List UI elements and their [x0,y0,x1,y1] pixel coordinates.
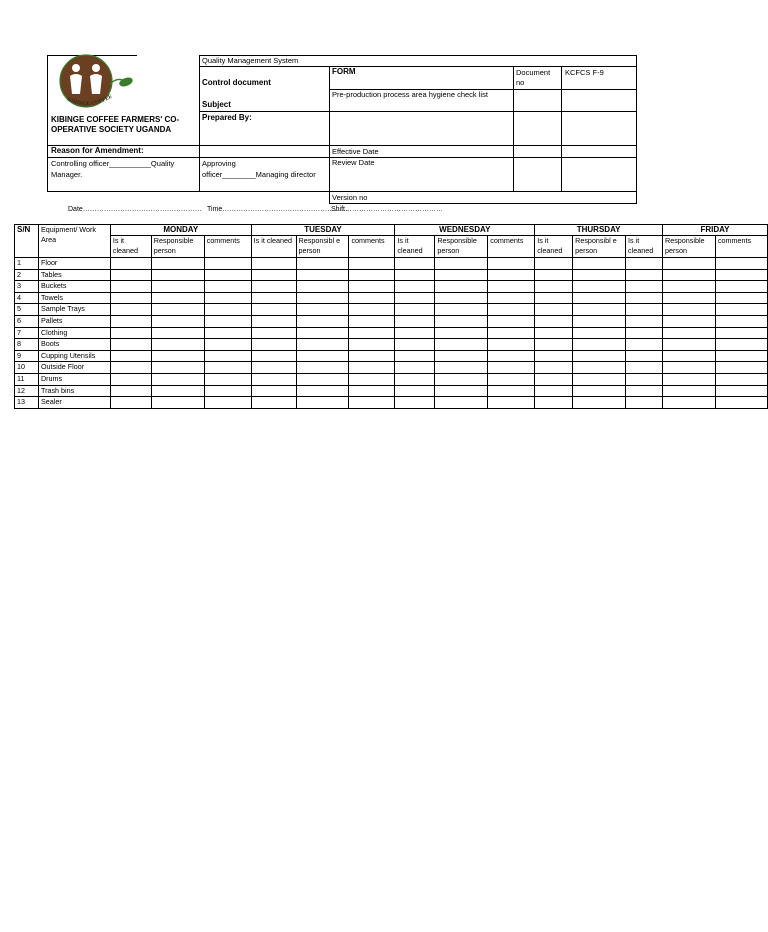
entry-cell[interactable] [573,350,626,362]
entry-cell[interactable] [626,373,663,385]
row-equipment: Drums [38,373,110,385]
entry-cell[interactable] [204,281,251,293]
entry-cell[interactable] [296,281,349,293]
entry-cell[interactable] [488,373,535,385]
entry-cell[interactable] [435,373,488,385]
entry-cell[interactable] [395,281,435,293]
entry-cell[interactable] [110,258,151,270]
entry-cell[interactable] [204,362,251,374]
entry-cell[interactable] [626,397,663,409]
subheader-wednesday-0: Is it cleaned [395,236,435,258]
entry-cell[interactable] [626,350,663,362]
entry-cell[interactable] [204,397,251,409]
entry-cell[interactable] [204,258,251,270]
entry-cell[interactable] [573,304,626,316]
equipment-header: Equipment/ Work Area [38,225,110,258]
date-field[interactable]: Date…………………………………………… [68,206,202,213]
entry-cell[interactable] [715,397,767,409]
entry-cell[interactable] [435,315,488,327]
entry-cell[interactable] [573,281,626,293]
row-equipment: Cupping Utensils [38,350,110,362]
entry-cell[interactable] [663,339,716,351]
row-sn: 3 [15,281,39,293]
entry-cell[interactable] [626,315,663,327]
subheader-friday-1: comments [715,236,767,258]
entry-cell[interactable] [535,258,573,270]
entry-cell[interactable] [435,385,488,397]
entry-cell[interactable] [151,339,204,351]
entry-cell[interactable] [573,315,626,327]
entry-cell[interactable] [535,304,573,316]
entry-cell[interactable] [663,304,716,316]
subheader-wednesday-2: comments [488,236,535,258]
entry-cell[interactable] [715,258,767,270]
entry-cell[interactable] [349,362,395,374]
entry-cell[interactable] [535,315,573,327]
entry-cell[interactable] [110,281,151,293]
subheader-thursday-1: Responsibl e person [573,236,626,258]
entry-cell[interactable] [110,373,151,385]
entry-cell[interactable] [204,327,251,339]
entry-cell[interactable] [626,304,663,316]
kibinge-logo-icon [52,54,138,114]
table-header-days-row [15,225,768,236]
entry-cell[interactable] [151,350,204,362]
table-row [15,327,768,339]
entry-cell[interactable] [251,397,296,409]
row-equipment: Sealer [38,397,110,409]
document-no-label: Document no [516,68,551,87]
entry-cell[interactable] [349,327,395,339]
entry-cell[interactable] [349,350,395,362]
entry-cell[interactable] [296,292,349,304]
entry-cell[interactable] [488,315,535,327]
entry-cell[interactable] [251,339,296,351]
subject-label: Subject [202,100,231,109]
entry-cell[interactable] [296,339,349,351]
entry-cell[interactable] [535,385,573,397]
entry-cell[interactable] [715,281,767,293]
entry-cell[interactable] [110,362,151,374]
entry-cell[interactable] [151,397,204,409]
entry-cell[interactable] [251,373,296,385]
subheader-tuesday-2: comments [349,236,395,258]
entry-cell[interactable] [573,373,626,385]
entry-cell[interactable] [715,269,767,281]
row-sn: 5 [15,304,39,316]
entry-cell[interactable] [535,327,573,339]
entry-cell[interactable] [395,385,435,397]
entry-cell[interactable] [251,269,296,281]
entry-cell[interactable] [663,350,716,362]
entry-cell[interactable] [349,397,395,409]
row-equipment: Tables [38,269,110,281]
entry-cell[interactable] [251,362,296,374]
entry-cell[interactable] [715,385,767,397]
entry-cell[interactable] [535,292,573,304]
table-row [15,373,768,385]
row-equipment: Buckets [38,281,110,293]
entry-cell[interactable] [151,281,204,293]
entry-cell[interactable] [204,269,251,281]
entry-cell[interactable] [204,304,251,316]
entry-cell[interactable] [573,397,626,409]
table-row [15,362,768,374]
subheader-thursday-2: Is it cleaned [626,236,663,258]
row-equipment: Sample Trays [38,304,110,316]
entry-cell[interactable] [488,350,535,362]
entry-cell[interactable] [349,292,395,304]
entry-cell[interactable] [435,327,488,339]
row-sn: 9 [15,350,39,362]
entry-cell[interactable] [715,304,767,316]
subheader-thursday-0: Is it cleaned [535,236,573,258]
subheader-friday-0: Responsible person [663,236,716,258]
subheader-monday-0: Is it cleaned [110,236,151,258]
entry-cell[interactable] [626,385,663,397]
entry-cell[interactable] [251,350,296,362]
row-sn: 13 [15,397,39,409]
entry-cell[interactable] [715,327,767,339]
entry-cell[interactable] [395,339,435,351]
entry-cell[interactable] [349,339,395,351]
entry-cell[interactable] [435,258,488,270]
entry-cell[interactable] [626,339,663,351]
entry-cell[interactable] [573,339,626,351]
entry-cell[interactable] [110,292,151,304]
entry-cell[interactable] [296,315,349,327]
entry-cell[interactable] [296,258,349,270]
entry-cell[interactable] [204,385,251,397]
table-row [15,292,768,304]
entry-cell[interactable] [663,281,716,293]
version-no-label: Version no [332,193,368,202]
entry-cell[interactable] [715,373,767,385]
day-header-thursday: THURSDAY [535,225,663,236]
sn-header: S/N [15,225,39,258]
entry-cell[interactable] [535,362,573,374]
entry-cell[interactable] [488,362,535,374]
row-equipment: Outside Floor [38,362,110,374]
row-equipment: Clothing [38,327,110,339]
entry-cell[interactable] [110,315,151,327]
entry-cell[interactable] [151,385,204,397]
table-row [15,397,768,409]
entry-cell[interactable] [626,269,663,281]
day-header-friday: FRIDAY [663,225,768,236]
entry-cell[interactable] [663,373,716,385]
entry-cell[interactable] [435,362,488,374]
reason-for-amendment-label: Reason for Amendment: [51,146,144,155]
entry-cell[interactable] [488,385,535,397]
entry-cell[interactable] [395,269,435,281]
entry-cell[interactable] [663,315,716,327]
prepared-by-label: Prepared By: [202,113,252,122]
table-row [15,269,768,281]
entry-cell[interactable] [251,385,296,397]
entry-cell[interactable] [663,362,716,374]
entry-cell[interactable] [251,281,296,293]
entry-cell[interactable] [573,327,626,339]
subheader-tuesday-1: Responsibl e person [296,236,349,258]
entry-cell[interactable] [296,304,349,316]
entry-cell[interactable] [204,350,251,362]
entry-cell[interactable] [296,397,349,409]
entry-cell[interactable] [573,292,626,304]
subject-value: Pre-production process area hygiene check list [332,90,488,99]
entry-cell[interactable] [573,385,626,397]
entry-cell[interactable] [395,258,435,270]
entry-cell[interactable] [715,350,767,362]
entry-cell[interactable] [626,281,663,293]
entry-cell[interactable] [151,362,204,374]
org-name: KIBINGE COFFEE FARMERS' CO-OPERATIVE SOCIETY UGANDA [51,115,180,134]
entry-cell[interactable] [488,304,535,316]
entry-cell[interactable] [296,350,349,362]
entry-cell[interactable] [535,397,573,409]
row-equipment: Towels [38,292,110,304]
row-sn: 6 [15,315,39,327]
entry-cell[interactable] [435,350,488,362]
shift-field[interactable]: Shift…………………………………… [331,206,444,213]
logo-text: KIBINGE COFFEE [66,93,114,108]
row-equipment: Floor [38,258,110,270]
entry-cell[interactable] [395,350,435,362]
entry-cell[interactable] [110,385,151,397]
entry-cell[interactable] [296,362,349,374]
entry-cell[interactable] [715,362,767,374]
form-label: FORM [332,67,356,76]
entry-cell[interactable] [435,292,488,304]
subheader-monday-1: Responsible person [151,236,204,258]
entry-cell[interactable] [110,350,151,362]
entry-cell[interactable] [573,269,626,281]
qms-label: Quality Management System [202,56,299,65]
entry-cell[interactable] [715,339,767,351]
entry-cell[interactable] [488,339,535,351]
day-header-tuesday: TUESDAY [251,225,395,236]
entry-cell[interactable] [626,292,663,304]
entry-cell[interactable] [435,269,488,281]
entry-cell[interactable] [663,269,716,281]
entry-cell[interactable] [151,269,204,281]
entry-cell[interactable] [626,362,663,374]
entry-cell[interactable] [349,315,395,327]
entry-cell[interactable] [535,281,573,293]
entry-cell[interactable] [488,258,535,270]
entry-cell[interactable] [715,315,767,327]
entry-cell[interactable] [110,304,151,316]
entry-cell[interactable] [626,327,663,339]
entry-cell[interactable] [626,258,663,270]
table-row [15,385,768,397]
row-sn: 1 [15,258,39,270]
subheader-tuesday-0: Is it cleaned [251,236,296,258]
entry-cell[interactable] [151,304,204,316]
effective-date-label: Effective Date [332,147,379,156]
entry-cell[interactable] [349,304,395,316]
row-equipment: Boots [38,339,110,351]
entry-cell[interactable] [204,339,251,351]
entry-cell[interactable] [663,258,716,270]
document-no-value: KCFCS F-9 [565,68,604,77]
entry-cell[interactable] [251,304,296,316]
entry-cell[interactable] [110,339,151,351]
table-row [15,304,768,316]
row-sn: 8 [15,339,39,351]
entry-cell[interactable] [349,385,395,397]
entry-cell[interactable] [151,258,204,270]
entry-cell[interactable] [535,269,573,281]
row-sn: 7 [15,327,39,339]
entry-cell[interactable] [296,373,349,385]
entry-cell[interactable] [204,292,251,304]
entry-cell[interactable] [251,315,296,327]
row-sn: 12 [15,385,39,397]
entry-cell[interactable] [204,373,251,385]
entry-cell[interactable] [110,327,151,339]
entry-cell[interactable] [296,327,349,339]
entry-cell[interactable] [151,327,204,339]
row-sn: 11 [15,373,39,385]
entry-cell[interactable] [488,292,535,304]
entry-cell[interactable] [663,292,716,304]
table-row [15,339,768,351]
entry-cell[interactable] [251,258,296,270]
time-field[interactable]: Time……………………………………………… [207,206,349,213]
table-row [15,258,768,270]
table-row [15,350,768,362]
entry-cell[interactable] [395,373,435,385]
entry-cell[interactable] [488,269,535,281]
entry-cell[interactable] [151,292,204,304]
entry-cell[interactable] [435,339,488,351]
entry-cell[interactable] [349,258,395,270]
entry-cell[interactable] [488,397,535,409]
entry-cell[interactable] [395,304,435,316]
row-sn: 4 [15,292,39,304]
entry-cell[interactable] [151,373,204,385]
entry-cell[interactable] [395,315,435,327]
entry-cell[interactable] [535,373,573,385]
day-header-wednesday: WEDNESDAY [395,225,535,236]
entry-cell[interactable] [110,269,151,281]
entry-cell[interactable] [349,373,395,385]
entry-cell[interactable] [435,281,488,293]
entry-cell[interactable] [573,362,626,374]
subheader-wednesday-1: Responsible person [435,236,488,258]
table-row [15,281,768,293]
controlling-officer-text: Controlling officer__________Quality Manager. [51,159,175,179]
entry-cell[interactable] [573,258,626,270]
entry-cell[interactable] [488,281,535,293]
entry-cell[interactable] [435,397,488,409]
row-equipment: Trash bins [38,385,110,397]
entry-cell[interactable] [296,269,349,281]
entry-cell[interactable] [435,304,488,316]
review-date-label: Review Date [332,158,375,167]
entry-cell[interactable] [251,327,296,339]
entry-cell[interactable] [204,315,251,327]
entry-cell[interactable] [535,350,573,362]
entry-cell[interactable] [296,385,349,397]
entry-cell[interactable] [535,339,573,351]
hygiene-checklist-table [14,224,768,409]
row-equipment: Pallets [38,315,110,327]
entry-cell[interactable] [663,397,716,409]
entry-cell[interactable] [395,292,435,304]
entry-cell[interactable] [715,292,767,304]
entry-cell[interactable] [663,385,716,397]
day-header-monday: MONDAY [110,225,251,236]
approving-officer-text: Approving officer________Managing director [202,159,316,179]
entry-cell[interactable] [488,327,535,339]
entry-cell[interactable] [110,397,151,409]
entry-cell[interactable] [395,397,435,409]
table-row [15,315,768,327]
entry-cell[interactable] [151,315,204,327]
entry-cell[interactable] [395,362,435,374]
control-document-label: Control document [202,78,271,87]
row-sn: 10 [15,362,39,374]
entry-cell[interactable] [251,292,296,304]
entry-cell[interactable] [663,327,716,339]
entry-cell[interactable] [349,269,395,281]
subheader-monday-2: comments [204,236,251,258]
row-sn: 2 [15,269,39,281]
table-header-subcols-row [15,236,768,258]
entry-cell[interactable] [349,281,395,293]
entry-cell[interactable] [395,327,435,339]
